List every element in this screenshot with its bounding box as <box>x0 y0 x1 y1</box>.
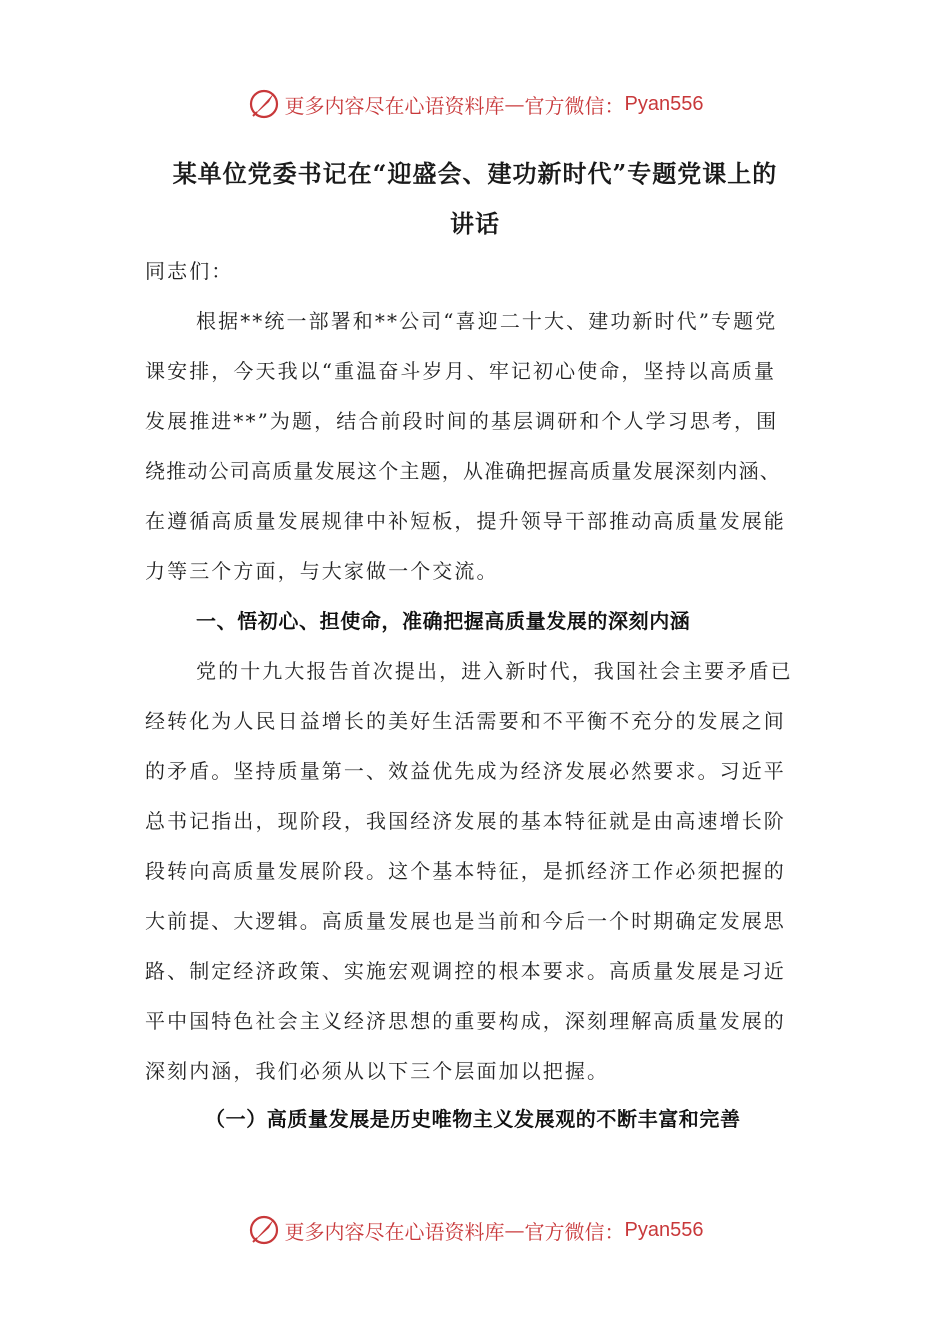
paragraph-2-line: 路、制定经济政策、实施宏观调控的根本要求。高质量发展是习近 <box>145 959 786 983</box>
watermark-brand: 更多内容尽在心语资料库 <box>284 93 505 118</box>
watermark-wechat-id: Pyan556 <box>624 1218 704 1241</box>
paragraph-2-line: 大前提、大逻辑。高质量发展也是当前和今后一个时期确定发展思 <box>145 909 786 933</box>
watermark-wechat-id: Pyan556 <box>624 92 704 115</box>
watermark-banner-bottom <box>0 1210 950 1250</box>
quill-logo-icon <box>247 1213 281 1247</box>
watermark-wechat-label: 官方微信： <box>524 93 625 118</box>
paragraph-1-line: 力等三个方面，与大家做一个交流。 <box>145 559 499 583</box>
watermark-separator: — <box>504 92 525 116</box>
salutation: 同志们： <box>145 259 234 283</box>
paragraph-1-line: 课安排，今天我以“重温奋斗岁月、牢记初心使命，坚持以高质量 <box>145 359 777 383</box>
paragraph-1-line: 在遵循高质量发展规律中补短板，提升领导干部推动高质量发展能 <box>145 509 786 533</box>
watermark-separator: — <box>504 1218 525 1242</box>
section-heading-1: 一、悟初心、担使命，准确把握高质量发展的深刻内涵 <box>196 609 691 633</box>
subsection-heading-1: （一）高质量发展是历史唯物主义发展观的不断丰富和完善 <box>205 1107 741 1131</box>
paragraph-2-line: 总书记指出，现阶段，我国经济发展的基本特征就是由高速增长阶 <box>145 809 786 833</box>
watermark-brand: 更多内容尽在心语资料库 <box>284 1219 505 1244</box>
paragraph-2-line: 党的十九大报告首次提出，进入新时代，我国社会主要矛盾已 <box>196 659 793 683</box>
paragraph-1-line: 绕推动公司高质量发展这个主题，从准确把握高质量发展深刻内涵、 <box>145 459 781 483</box>
paragraph-2-line: 平中国特色社会主义经济思想的重要构成，深刻理解高质量发展的 <box>145 1009 786 1033</box>
paragraph-2-line: 经转化为人民日益增长的美好生活需要和不平衡不充分的发展之间 <box>145 709 786 733</box>
watermark-wechat-label: 官方微信： <box>524 1219 625 1244</box>
watermark-banner-top <box>0 84 950 124</box>
paragraph-2-line: 深刻内涵，我们必须从以下三个层面加以把握。 <box>145 1059 610 1083</box>
document-title-line-2: 讲话 <box>450 209 500 238</box>
paragraph-2-line: 段转向高质量发展阶段。这个基本特征，是抓经济工作必须把握的 <box>145 859 786 883</box>
paragraph-1-line: 根据**统一部署和**公司“喜迎二十大、建功新时代”专题党 <box>196 309 778 333</box>
paragraph-1-line: 发展推进**”为题，结合前段时间的基层调研和个人学习思考，围 <box>145 409 779 433</box>
document-title-line-1: 某单位党委书记在“迎盛会、建功新时代”专题党课上的 <box>172 159 778 188</box>
paragraph-2-line: 的矛盾。坚持质量第一、效益优先成为经济发展必然要求。习近平 <box>145 759 786 783</box>
quill-logo-icon <box>247 87 281 121</box>
